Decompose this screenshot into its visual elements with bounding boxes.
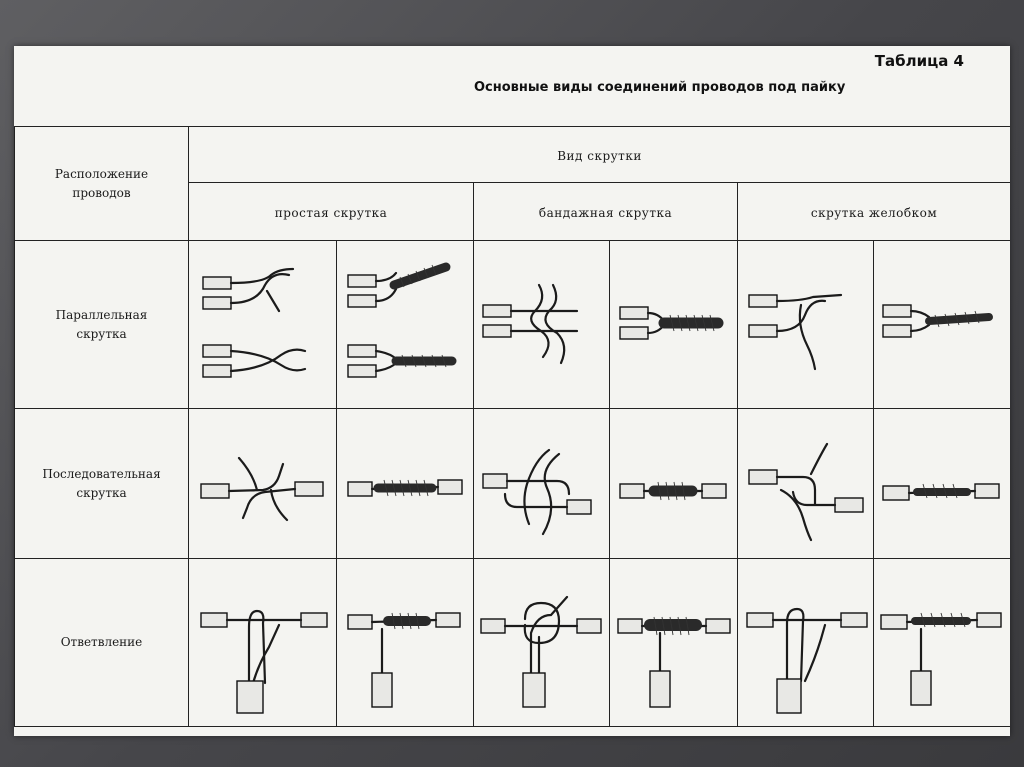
branch-groove-twist-diagram <box>741 563 871 723</box>
branch-simple-twist-diagram <box>193 563 333 723</box>
corner-label: Расположение проводов <box>54 166 149 200</box>
table-row <box>15 241 1011 409</box>
parallel-groove-cell <box>738 241 874 409</box>
series-groove-twisted-diagram <box>877 414 1007 554</box>
parallel-groove-twisted-diagram <box>877 245 1007 405</box>
group-label: Вид скрутки <box>557 149 642 163</box>
document-page <box>14 46 1010 736</box>
wire-joint-table <box>14 126 1010 727</box>
parallel-groove-twist-diagram <box>741 245 871 405</box>
branch-groove-twisted-diagram <box>877 563 1007 723</box>
series-simple-twist-diagram <box>193 414 333 554</box>
row-label-branch: Ответвление <box>60 635 143 649</box>
series-bandage-cell <box>474 409 610 559</box>
series-groove-twisted-cell <box>874 409 1011 559</box>
series-groove-cell <box>738 409 874 559</box>
col-label-simple: простая скрутка <box>274 206 388 220</box>
branch-simple-twisted-diagram <box>340 563 470 723</box>
row-header-series <box>15 409 189 559</box>
col-header-bandage <box>474 183 738 241</box>
parallel-groove-twisted-cell <box>874 241 1011 409</box>
parallel-simple-twist-diagram <box>193 245 333 405</box>
branch-bandage-twisted-cell <box>610 559 738 727</box>
branch-groove-twisted-cell <box>874 559 1011 727</box>
series-groove-twist-diagram <box>741 414 871 554</box>
series-bandage-twisted-diagram <box>614 414 734 554</box>
parallel-bandage-twisted-diagram <box>614 245 734 405</box>
series-simple-twisted-cell <box>337 409 474 559</box>
branch-simple-cell <box>189 559 337 727</box>
parallel-simple-twisted-diagram <box>340 245 470 405</box>
branch-groove-cell <box>738 559 874 727</box>
parallel-bandage-cell <box>474 241 610 409</box>
col-header-simple <box>189 183 474 241</box>
parallel-bandage-twisted-cell <box>610 241 738 409</box>
row-header-branch <box>15 559 189 727</box>
row-header-parallel <box>15 241 189 409</box>
group-header <box>189 127 1011 183</box>
corner-header <box>15 127 189 241</box>
parallel-simple-cell <box>189 241 337 409</box>
table-number: Таблица 4 <box>874 52 964 70</box>
parallel-simple-twisted-cell <box>337 241 474 409</box>
row-label-series: Последовательная скрутка <box>42 466 161 500</box>
col-label-bandage: бандажная скрутка <box>538 206 673 220</box>
series-bandage-twisted-cell <box>610 409 738 559</box>
series-simple-twisted-diagram <box>340 414 470 554</box>
branch-bandage-twisted-diagram <box>614 563 734 723</box>
col-header-groove <box>738 183 1011 241</box>
table-title: Основные виды соединений проводов под пайку <box>474 80 846 95</box>
table-row <box>15 559 1011 727</box>
parallel-bandage-twist-diagram <box>477 245 607 405</box>
table-row <box>15 409 1011 559</box>
branch-bandage-cell <box>474 559 610 727</box>
series-simple-cell <box>189 409 337 559</box>
branch-simple-twisted-cell <box>337 559 474 727</box>
col-label-groove: скрутка желобком <box>810 206 938 220</box>
series-bandage-twist-diagram <box>477 414 607 554</box>
branch-bandage-twist-diagram <box>477 563 607 723</box>
row-label-parallel: Параллельная скрутка <box>55 307 148 341</box>
